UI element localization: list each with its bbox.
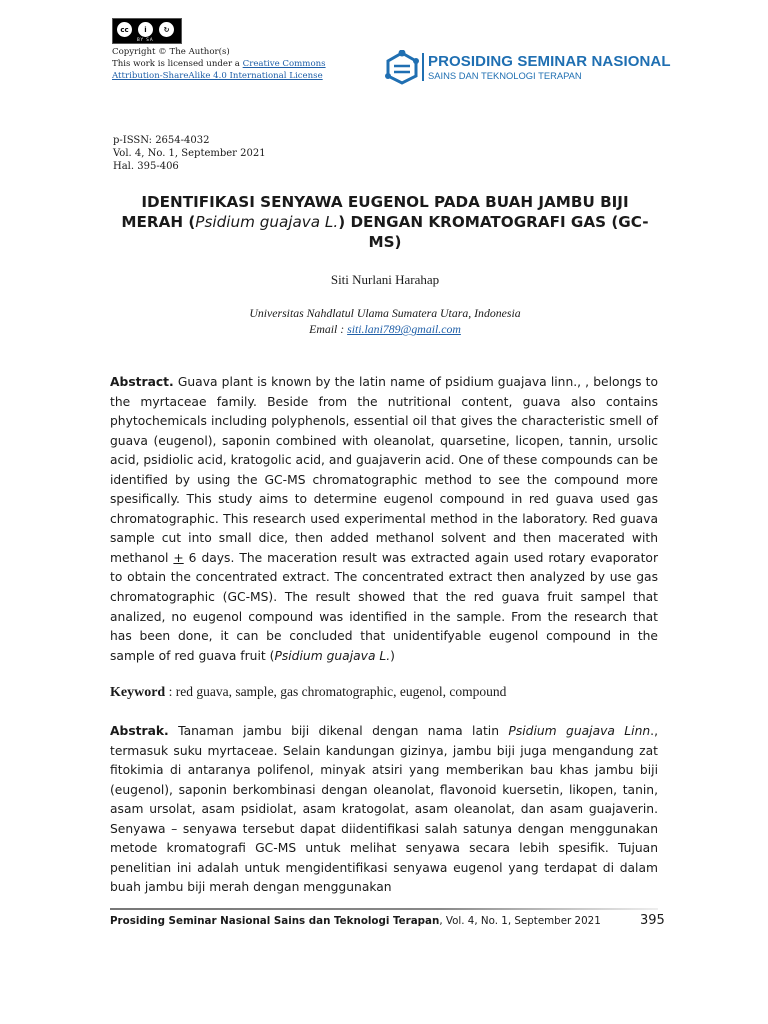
cc-icon: cc: [116, 21, 133, 38]
article-title: [120, 192, 650, 252]
logo-title: PROSIDING SEMINAR NASIONAL: [428, 53, 671, 70]
sa-icon: ↻: [158, 21, 175, 38]
abstract-italic: Psidium guajava L.: [274, 648, 391, 663]
footer-divider: [110, 908, 658, 910]
affiliation-block: [110, 305, 660, 337]
issn: p-ISSN: 2654-4032: [113, 135, 210, 146]
copyright-line: Copyright © The Author(s): [112, 47, 230, 57]
license-notice: [112, 46, 326, 82]
abstract-text-2: 6 days. The maceration result was extracted again used rotary evaporator to obtain the concentrated extract. The concentrated extract then analyzed by use gas chromatographic (GC-MS). The result showed that the red guava fruit sampel that analized, no eugenol compound was identified in the sample. From the research that has been done, it can be concluded that unidentifyable eugenol compound in the sample of red guava fruit (: [110, 550, 658, 663]
affiliation: Universitas Nahdlatul Ulama Sumatera Utara, Indonesia: [249, 306, 521, 320]
email-link[interactable]: siti.lani789@gmail.com: [347, 322, 461, 336]
page-number: 395: [640, 913, 665, 928]
license-link-part1[interactable]: Creative Commons: [242, 59, 326, 69]
by-icon: i: [137, 21, 154, 38]
abstract-text-1: Guava plant is known by the latin name of psidium guajava linn., , belongs to the myrtaceae family. Beside from the nutritional content, guava also contains phytochemicals including polyphenols, essential oil that gives the characteristic smell of guava (eugenol), saponin combined with oleanolat, quarsetine, licopen, tannin, ursolic acid, psidiolic acid, kratogolic acid, and guajaverin acid. One of these compounds can be identified by using the GC-MS chromatographic method to see the compound more spesifically. This study aims to determine eugenol compound in red guava used gas chromatographic. This research used experimental method in the laboratory. Red guava sample cut into small dice, then added methanol solvent and then macerated with methanol: [110, 375, 658, 565]
logo-divider: [422, 53, 424, 81]
footer-citation: [110, 915, 601, 927]
title-part2: ) DENGAN KROMATOGRAFI GAS (GC-MS): [338, 213, 649, 251]
abstrak-italic: Psidium guajava Linn: [508, 724, 651, 738]
keyword-label: Keyword: [110, 685, 166, 700]
cc-badge-label: BY SA: [137, 37, 154, 42]
author-name: Siti Nurlani Harahap: [330, 272, 440, 287]
keywords: [110, 684, 658, 701]
license-prefix: This work is licensed under a: [112, 59, 243, 69]
abstract-english: [110, 373, 658, 666]
abstrak-text-1: Tanaman jambu biji dikenal dengan nama latin: [168, 724, 509, 738]
journal-logo: [384, 46, 671, 86]
publication-meta: [113, 134, 266, 173]
email-label: Email :: [309, 322, 348, 336]
abstract-text-3: ): [390, 648, 395, 663]
footer-issue: , Vol. 4, No. 1, September 2021: [439, 915, 601, 927]
pages: Hal. 395-406: [113, 161, 179, 172]
abstract-label: Abstract.: [110, 375, 174, 389]
title-part1: IDENTIFIKASI SENYAWA EUGENOL PADA BUAH JAMBU BIJI MERAH (: [121, 193, 629, 231]
keyword-text: : red guava, sample, gas chromatographic, eugenol, compound: [165, 684, 507, 699]
abstract-indonesian: [110, 722, 658, 898]
volume: Vol. 4, No. 1, September 2021: [113, 148, 266, 159]
journal-logo-icon: [384, 50, 420, 86]
plus-minus: +: [173, 550, 184, 565]
license-link-part2[interactable]: Attribution-ShareAlike 4.0 International License: [112, 71, 323, 81]
title-italic: Psidium guajava L.: [195, 213, 339, 231]
abstrak-label: Abstrak.: [110, 724, 169, 738]
abstrak-text-2: ., termasuk suku myrtaceae. Selain kandungan gizinya, jambu biji juga mengandung zat fitokimia di antaranya polifenol, minyak atsiri yang memberikan bau khas jambu biji (eugenol), saponin berkombinasi dengan oleanolat, flavonoid kuersetin, likopen, tanin, asam ursolat, asam psidiolat, asam kratogolat, asam oleanolat, dan asam guajaverin. Senyawa – senyawa tersebut dapat diidentifikasi salah satunya dengan menggunakan metode kromatografi GC-MS untuk melihat senyawa secara lebih spesifik. Tujuan penelitian ini adalah untuk mengidentifikasi senyawa eugenol yang terdapat di dalam buah jambu biji merah dengan menggunakan: [110, 724, 658, 895]
cc-license-badge: [112, 18, 182, 44]
footer-journal: Prosiding Seminar Nasional Sains dan Teknologi Terapan: [110, 915, 440, 927]
logo-subtitle: SAINS DAN TEKNOLOGI TERAPAN: [428, 70, 582, 81]
